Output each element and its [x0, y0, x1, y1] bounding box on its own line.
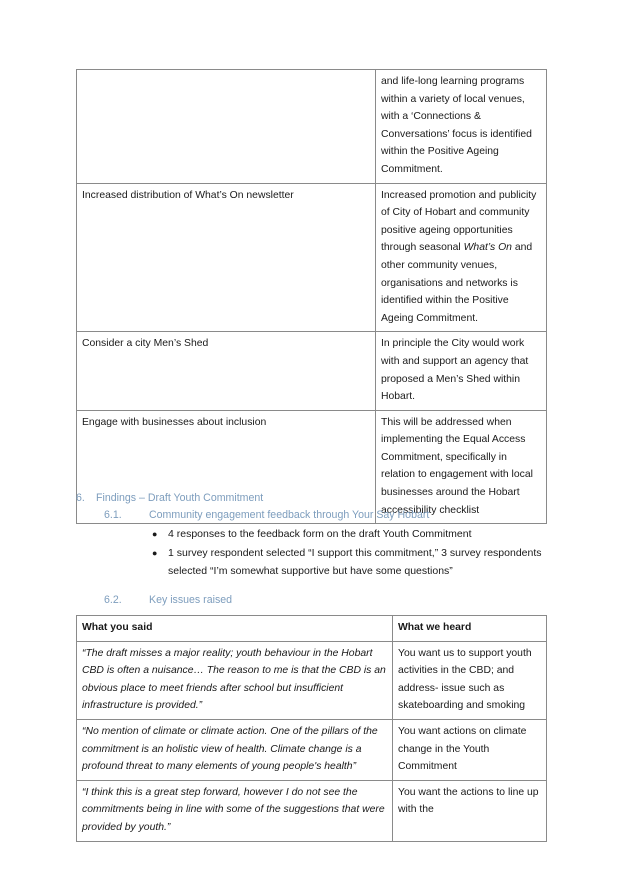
table-row [77, 641, 547, 719]
table-cell-heard: You want the actions to line up with the [393, 780, 547, 841]
table-cell-said: “The draft misses a major reality; youth behaviour in the Hobart CBD is often a nuisance… The reason to me is that the CBD is an obvious place to meet friends after school but insufficient infrastructure is provided.” [77, 641, 393, 719]
table-cell-said [77, 70, 376, 184]
table-header-row [77, 616, 547, 642]
table-cell-said: Consider a city Men’s Shed [77, 332, 376, 410]
findings-bullet-list [152, 525, 542, 581]
bullet-icon: ● [152, 529, 158, 539]
heading-text: Findings – Draft Youth Commitment [96, 492, 264, 504]
heard-part-plain-b: and other community venues, organisations and networks is identified within the Positive Ageing Commitment. [381, 242, 533, 324]
table-cell-heard [376, 183, 547, 332]
table-row [77, 70, 547, 184]
table-row [77, 332, 547, 410]
list-item-text: 4 responses to the feedback form on the draft Youth Commitment [168, 528, 472, 540]
key-issues-raised-table [76, 615, 547, 842]
actions-and-responses-table [76, 69, 547, 524]
table-row [77, 183, 547, 332]
heading-number: 6.2. [104, 594, 122, 606]
list-item [152, 525, 542, 544]
bullet-icon: ● [152, 547, 158, 558]
list-item [152, 544, 542, 581]
heading-level-1 [76, 490, 622, 507]
table-cell-heard: You want us to support youth activities in the CBD; and address- issue such as skateboarding and smoking [393, 641, 547, 719]
table-cell-heard: and life-long learning programs within a variety of local venues, with a ‘Connections & Conversations’ focus is identified within the Positive Ageing Commitment. [376, 70, 547, 184]
column-header-what-we-heard: What we heard [393, 616, 547, 642]
heading-level-2 [104, 507, 622, 524]
heading-text: Community engagement feedback through Your Say Hobart [149, 509, 430, 521]
heard-part-italic-whats-on: What’s On [463, 242, 512, 254]
table-cell-said: “No mention of climate or climate action. One of the pillars of the commitment is an holistic view of health. Climate change is a profound threat to many elements of young people's health” [77, 719, 393, 780]
heard-part-plain-a: Increased promotion and publicity of City of Hobart and community positive ageing opportunities through seasonal [381, 189, 537, 254]
table-cell-heard: You want actions on climate change in the Youth Commitment [393, 719, 547, 780]
heading-section-6-2 [0, 592, 622, 609]
heading-section-6 [0, 490, 622, 507]
column-header-what-you-said: What you said [77, 616, 393, 642]
table-cell-said: “I think this is a great step forward, however I do not see the commitments being in line with some of the suggestions that were provided by youth.” [77, 780, 393, 841]
heading-section-6-1 [0, 507, 622, 524]
table-cell-said: Engage with businesses about inclusion [77, 410, 376, 524]
table-row [77, 780, 547, 841]
table-cell-heard: This will be addressed when implementing the Equal Access Commitment, specifically in relation to engagement with local businesses around the Hobart accessibility checklist [376, 410, 547, 524]
heading-level-2 [104, 592, 622, 609]
table-cell-heard: In principle the City would work with and support an agency that proposed a Men’s Shed within Hobart. [376, 332, 547, 410]
table-cell-said: Increased distribution of What’s On newsletter [77, 183, 376, 332]
heading-number: 6. [76, 492, 85, 504]
heading-number: 6.1. [104, 509, 122, 521]
heading-text: Key issues raised [149, 594, 233, 606]
table-row [77, 719, 547, 780]
list-item-text: 1 survey respondent selected “I support this commitment,” 3 survey respondents selected “I’m somewhat supportive but have some questions” [168, 546, 542, 577]
